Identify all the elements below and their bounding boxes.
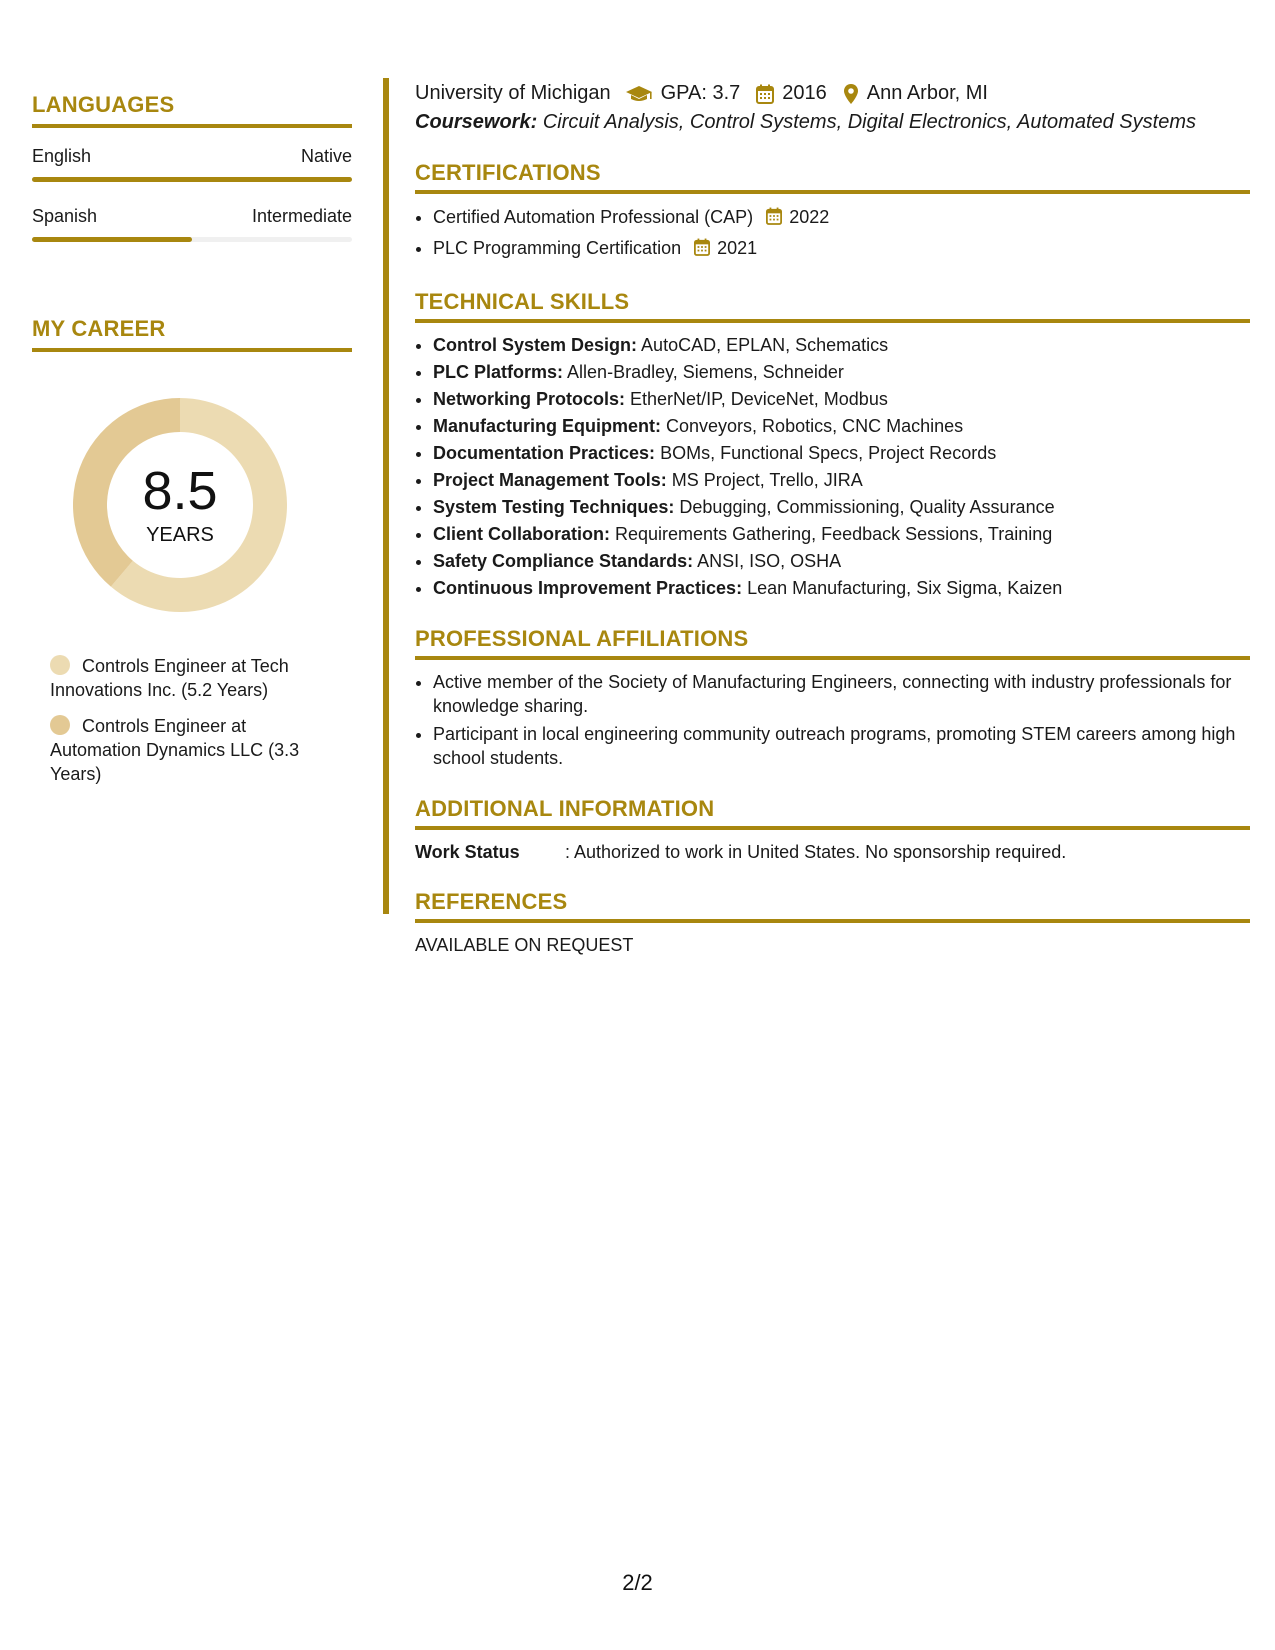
language-name: Spanish [32, 206, 98, 226]
skill-label: Documentation Practices: [433, 443, 656, 463]
skill-item [433, 414, 1250, 438]
column-divider [383, 78, 389, 914]
graduation-cap-icon [625, 84, 653, 104]
skill-item [433, 333, 1250, 357]
skill-value: MS Project, Trello, JIRA [671, 470, 863, 490]
work-status-label: Work Status [415, 842, 520, 862]
skill-label: Client Collaboration: [433, 524, 610, 544]
skill-item [433, 522, 1250, 546]
calendar-icon [756, 84, 774, 104]
career-total-unit: YEARS [146, 523, 214, 546]
skill-item [433, 441, 1250, 465]
calendar-icon [766, 206, 782, 232]
skill-item [433, 576, 1250, 600]
skill-label: Control System Design: [433, 335, 638, 355]
language-proficiency-bar [32, 237, 352, 242]
education-coursework [415, 111, 1250, 134]
skill-value: AutoCAD, EPLAN, Schematics [641, 335, 889, 355]
affiliations-title: PROFESSIONAL AFFILIATIONS [415, 626, 1250, 660]
work-status-row [415, 842, 1250, 863]
skill-label: Networking Protocols: [433, 389, 626, 409]
skill-item [433, 495, 1250, 519]
legend-item [50, 714, 330, 786]
education-year: 2016 [782, 82, 827, 104]
references-title: REFERENCES [415, 889, 1250, 923]
affiliation-item: • Active member of the Society of Manufacturing Engineers, connecting with industry professionals for knowledge sharing. [433, 670, 1250, 718]
certification-year: 2021 [717, 238, 758, 258]
language-proficiency-fill [32, 237, 192, 242]
skill-item [433, 468, 1250, 492]
skills-list [415, 333, 1250, 600]
work-status-value: : Authorized to work in United States. No sponsorship required. [565, 842, 1067, 862]
language-name: English [32, 146, 92, 166]
skills-title: TECHNICAL SKILLS [415, 289, 1250, 323]
certification-item [433, 235, 1250, 263]
certifications-title: CERTIFICATIONS [415, 160, 1250, 194]
language-item [32, 206, 352, 242]
language-level: Native [300, 146, 352, 166]
page-number: 2/2 [622, 1570, 653, 1595]
left-column [32, 92, 352, 798]
legend-swatch [50, 715, 70, 735]
skill-value: Requirements Gathering, Feedback Sessions, Training [615, 524, 1053, 544]
skill-label: Continuous Improvement Practices: [433, 578, 743, 598]
skill-item [433, 360, 1250, 384]
legend-label: Controls Engineer at Tech Innovations Inc. (5.2 Years) [50, 656, 289, 700]
language-proficiency-bar [32, 177, 352, 182]
languages-title: LANGUAGES [32, 92, 352, 128]
education-gpa: GPA: 3.7 [660, 82, 741, 104]
career-donut-chart [65, 390, 295, 620]
skill-value: BOMs, Functional Specs, Project Records [660, 443, 997, 463]
certification-item [433, 204, 1250, 232]
skill-value: Conveyors, Robotics, CNC Machines [666, 416, 964, 436]
career-title: MY CAREER [32, 316, 352, 352]
certifications-list [415, 204, 1250, 263]
skill-value: Debugging, Commissioning, Quality Assurance [679, 497, 1055, 517]
certification-year: 2022 [789, 207, 830, 227]
skill-value: Lean Manufacturing, Six Sigma, Kaizen [747, 578, 1063, 598]
skill-value: EtherNet/IP, DeviceNet, Modbus [630, 389, 888, 409]
skill-label: Project Management Tools: [433, 470, 667, 490]
location-pin-icon [843, 83, 859, 105]
skill-value: Allen-Bradley, Siemens, Schneider [567, 362, 844, 382]
affiliation-item: • Participant in local engineering community outreach programs, promoting STEM careers among high school students. [433, 722, 1250, 770]
affiliations-list [415, 670, 1250, 770]
career-total [65, 390, 295, 620]
career-legend [50, 654, 330, 786]
language-level: Intermediate [251, 206, 352, 226]
education-line [415, 82, 1250, 105]
skill-label: System Testing Techniques: [433, 497, 675, 517]
education-location: Ann Arbor, MI [866, 82, 988, 104]
certification-name: PLC Programming Certification [433, 238, 682, 258]
language-proficiency-fill [32, 177, 352, 182]
career-total-value: 8.5 [142, 460, 218, 521]
skill-item [433, 387, 1250, 411]
legend-item [50, 654, 330, 702]
skill-item [433, 549, 1250, 573]
right-column [415, 82, 1250, 956]
skill-label: Manufacturing Equipment: [433, 416, 661, 436]
calendar-icon [694, 237, 710, 263]
certification-name: Certified Automation Professional (CAP) [433, 207, 754, 227]
education-school: University of Michigan [415, 82, 611, 104]
skill-label: Safety Compliance Standards: [433, 551, 694, 571]
coursework-text: Circuit Analysis, Control Systems, Digital Electronics, Automated Systems [542, 111, 1196, 133]
language-item [32, 146, 352, 182]
skill-label: PLC Platforms: [433, 362, 564, 382]
legend-swatch [50, 655, 70, 675]
legend-label: Controls Engineer at Automation Dynamics LLC (3.3 Years) [50, 716, 300, 784]
additional-title: ADDITIONAL INFORMATION [415, 796, 1250, 830]
skill-value: ANSI, ISO, OSHA [697, 551, 842, 571]
coursework-label: Coursework: [415, 111, 538, 133]
references-text: AVAILABLE ON REQUEST [415, 935, 634, 955]
